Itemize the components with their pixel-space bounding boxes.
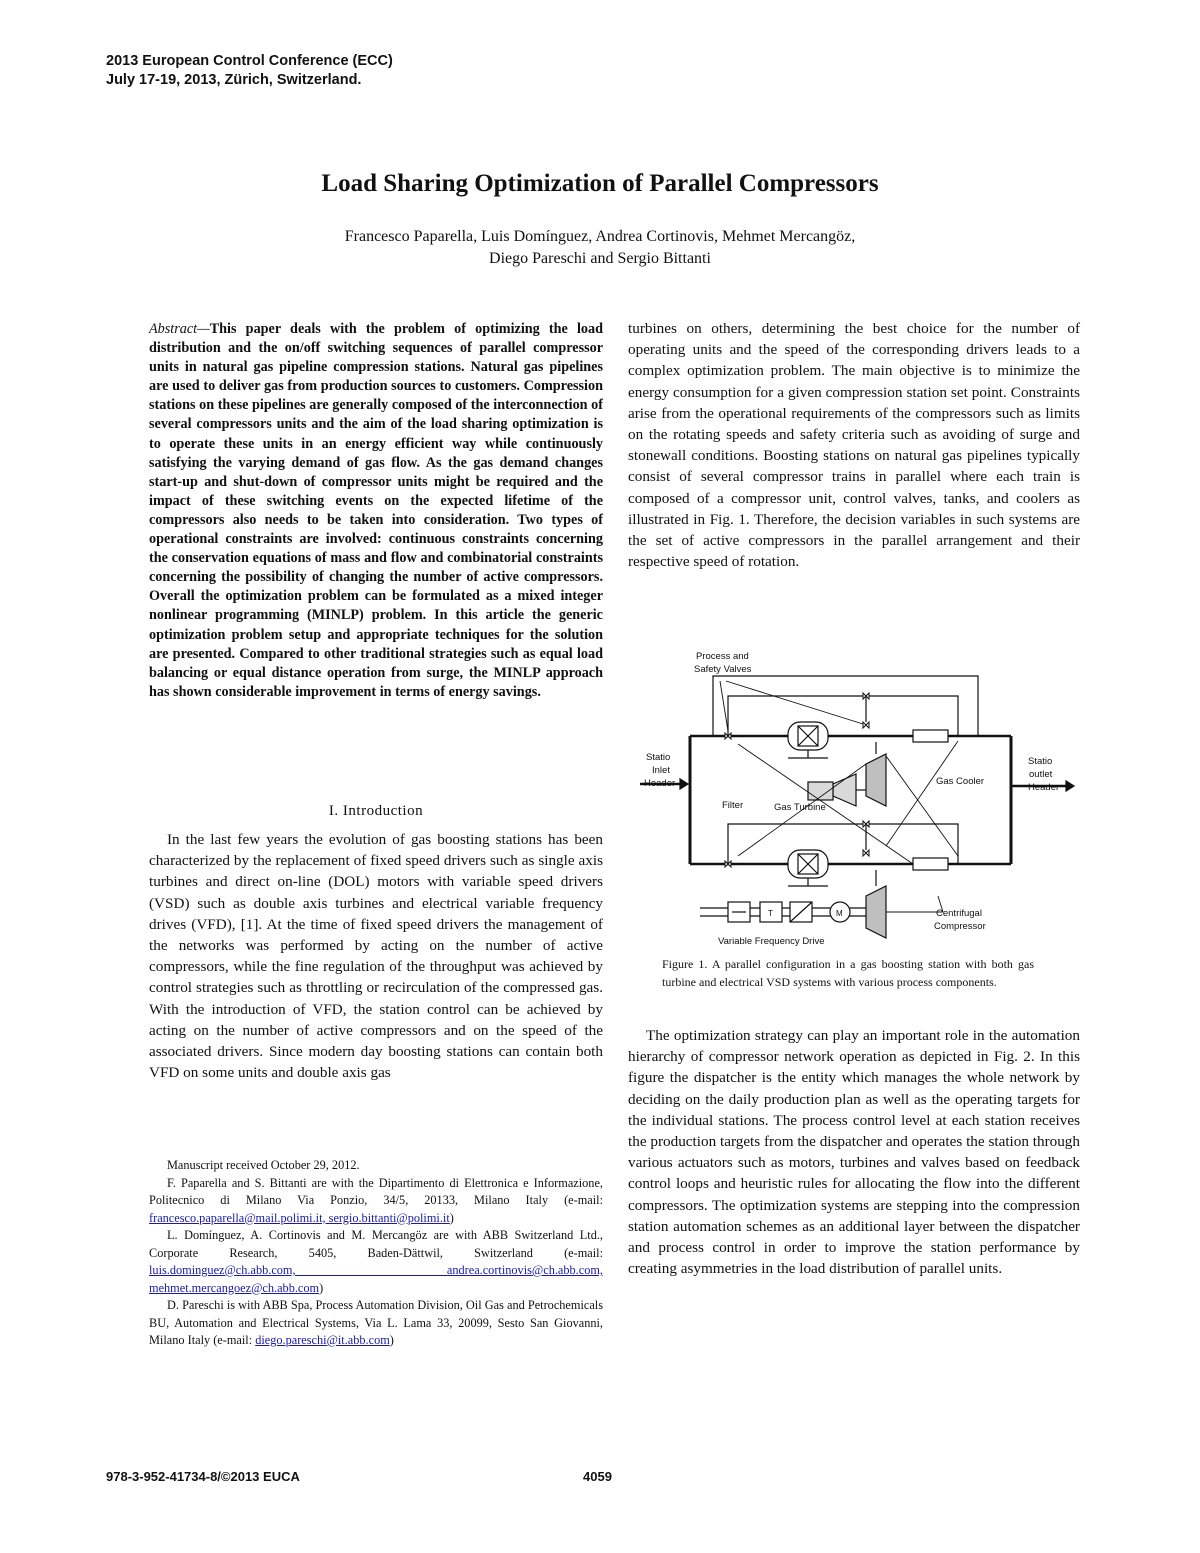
outlet-arrowhead: [1066, 781, 1074, 791]
page-number: 4059: [583, 1469, 612, 1484]
top-gas-cooler: [913, 730, 948, 742]
footnote-1-end: ): [449, 1210, 454, 1225]
intro-paragraph-2: The optimization strategy can play an important role in the automation hierarchy of compressor network operation as depicted in Fig. 2. In this figure the dispatcher is the entity which manages the whole network by deciding on the daily production plan as well as the operating targets for the individual stations. The process control level at each station receives the production targets from the dispatcher and operates the station through various actuators such as motors, turbines and valves based on feedback control loops and heuristic rules for allocating the flow into the different compressors. The optimization systems are stepping into the compression station automation schemes as an additional layer between the dispatcher and process control in order to improve the station performance by creating asymmetries in the load distribution of parallel units.: [628, 1027, 1080, 1278]
footnote-1-email-link[interactable]: francesco.paparella@mail.polimi.it, sergio.bittanti@polimi.it: [149, 1210, 450, 1225]
valve-icon: [863, 722, 869, 728]
abstract-label: Abstract—: [149, 321, 210, 337]
figure-1-caption: Figure 1. A parallel configuration in a gas boosting station with both gas turbine and electrical VSD systems with various process components.: [662, 957, 1034, 989]
label-outlet-3: Header: [1028, 782, 1060, 793]
label-outlet-1: Statio: [1028, 756, 1053, 767]
footnote-3-end: ): [389, 1333, 394, 1347]
label-inlet-1: Statio: [646, 752, 671, 763]
label-gas-turbine: Gas Turbine: [774, 802, 826, 813]
footnotes: [149, 1157, 603, 1350]
conference-name: 2013 European Control Conference (ECC): [106, 53, 393, 69]
section-heading-introduction: I. Introduction: [328, 803, 424, 819]
footnote-2: [149, 1227, 603, 1297]
label-filter: Filter: [722, 800, 744, 811]
conference-dates: July 17-19, 2013, Zürich, Switzerland.: [106, 72, 362, 88]
top-recirc-loop-a: [728, 696, 843, 736]
label-vfd: Variable Frequency Drive: [718, 936, 825, 947]
gas-turbine-housing: [808, 782, 833, 800]
top-centrifugal-compressor: [866, 754, 886, 806]
label-outlet-2: outlet: [1029, 769, 1053, 780]
label-centrifugal-2: Compressor: [934, 921, 986, 932]
footnote-2-text: L. Domínguez, A. Cortinovis and M. Mercangöz are with ABB Switzerland Ltd., Corporate Research, 5405, Baden-Dättwil, Switzerland (e-mail:: [149, 1228, 603, 1260]
footnote-1: [149, 1175, 603, 1228]
footer-isbn: 978-3-952-41734-8/©2013 EUCA: [106, 1469, 300, 1484]
label-inlet-3: Header: [644, 778, 676, 789]
cross-line-3: [886, 756, 958, 856]
inlet-arrowhead: [680, 779, 688, 789]
bottom-gas-cooler: [913, 858, 948, 870]
footnote-3-text: D. Pareschi is with ABB Spa, Process Automation Division, Oil Gas and Petrochemicals BU, Automation and Electrical Systems, Via L. Lama 33, 20099, Sesto San Giovanni, Milano Italy (e-mail:: [149, 1298, 603, 1347]
label-centrifugal-1: Centrifugal: [936, 908, 982, 919]
cross-line-4: [886, 741, 958, 846]
label-process-valves-1: Process and: [696, 651, 749, 662]
abstract-text: This paper deals with the problem of optimizing the load distribution and the on/off switching sequences of parallel compressor units in natural gas pipeline compression stations. Natural gas pipelines are used to deliver gas from production sources to customers. Compression stations on these pipelines are generally composed of the interconnection of several compressors units and the aim of the load sharing optimization is to operate these units in an energy efficient way while continuously satisfying the varying demand of gas flow. As the gas demand changes start-up and shut-down of compressor units might be required and the impact of these switching events on the expected lifetime of the compressors also needs to be taken into consideration. Two types of operational constraints are involved: continuous constraints concerning the conservation equations of mass and flow and combinatorial constraints concerning the possibility of changing the number of active compressors. Overall the optimization problem can be formulated as a mixed integer nonlinear programming (MINLP) problem. In this article the generic optimization problem setup and appropriate techniques for the solution are presented. Compared to other traditional strategies such as equal load balancing or equal distance operation from surge, the MINLP approach has shown considerable improvement in terms of energy savings.: [149, 321, 603, 700]
paper-title: Load Sharing Optimization of Parallel Compressors: [321, 170, 879, 197]
footnote-received: Manuscript received October 29, 2012.: [167, 1158, 360, 1172]
label-vfd-m: M: [836, 909, 843, 918]
abstract: [149, 320, 603, 702]
label-process-valves-2: Safety Valves: [694, 664, 752, 675]
author-line-1: Francesco Paparella, Luis Domínguez, Andrea Cortinovis, Mehmet Mercangöz,: [344, 228, 856, 245]
footnote-2-email-link[interactable]: luis.dominguez@ch.abb.com, andrea.cortinovis@ch.abb.com, mehmet.mercangoez@ch.abb.com: [149, 1263, 603, 1295]
footnote-3: [149, 1297, 603, 1350]
intro-paragraph-1-continued: turbines on others, determining the best choice for the number of operating units and the speed of the corresponding drivers leads to a complex optimization problem. The main objective is to minimize the energy consumption for a given compression station set point. Constraints arise from the operational requirements of the compressors such as limits on the rotating speeds and safety criteria such as avoiding of surge and stonewall conditions. Boosting stations on natural gas pipelines typically consist of several compressor trains in parallel where each train is composed of a compressor unit, control valves, tanks, and coolers as illustrated in Fig. 1. Therefore, the decision variables in such systems are the set of active compressors in the parallel arrangement and their respective speed of rotation.: [628, 320, 1080, 571]
gas-turbine-body: [833, 774, 856, 806]
label-vfd-t: T: [768, 909, 773, 918]
footnote-3-email-link[interactable]: diego.pareschi@it.abb.com: [255, 1333, 390, 1347]
conference-header: [106, 52, 393, 90]
footnote-1-text: F. Paparella and S. Bittanti are with the Dipartimento di Elettronica e Informazione, Politecnico di Milano Via Ponzio, 34/5, 20133, Milano Italy (e-mail:: [149, 1175, 603, 1207]
bottom-recirc-loop-a: [728, 824, 843, 864]
intro-paragraph-1: In the last few years the evolution of gas boosting stations has been characterized by the replacement of fixed speed drivers such as single axis turbines and direct on-line (DOL) motors with variable speed drivers (VSD) such as double axis turbines and electrical variable frequency drives (VFD), [1]. At the time of fixed speed drivers the management of the networks was performed by acting on the number of active compressors, while the fine regulation of the throughput was achieved by control strategies such as throttling or recirculation of the compressed gas. With the introduction of VFD, the station control can be achieved by acting on the number of active compressors and on the speed of the associated drivers. Since modern day boosting stations can contain both VFD on some units and double axis gas: [149, 831, 603, 1082]
author-list: [0, 226, 1200, 270]
valve-icon: [863, 850, 869, 856]
footnote-2-end: ): [319, 1280, 324, 1295]
label-inlet-2: Inlet: [652, 765, 670, 776]
figure-1-diagram: [638, 646, 1078, 951]
bottom-centrifugal-compressor: [866, 886, 886, 938]
author-line-2: Diego Pareschi and Sergio Bittanti: [489, 250, 711, 267]
label-gas-cooler: Gas Cooler: [936, 776, 985, 787]
top-recirc-loop-outer: [713, 676, 978, 736]
